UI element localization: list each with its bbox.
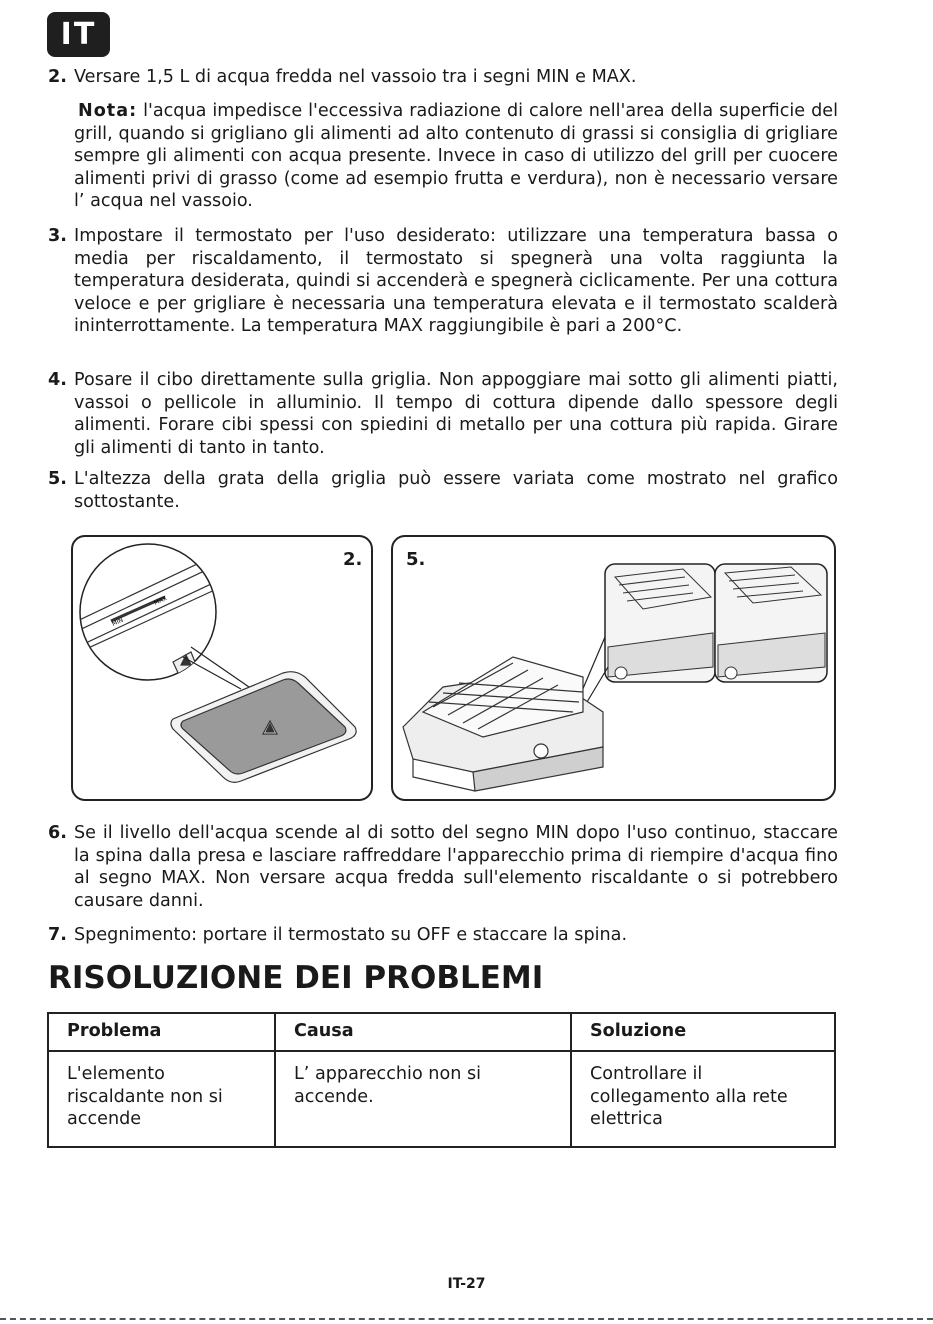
language-badge: IT xyxy=(47,12,110,57)
step-text: Posare il cibo direttamente sulla griglia. Non appoggiare mai sotto gli alimenti piatti, vassoi o pellicole in alluminio. Il tempo di cottura dipende dallo spessore degli alimenti. Forare cibi spessi con spiedini di metallo per una cottura più rapida. Girare gli alimenti di tanto in tanto. xyxy=(74,370,838,458)
step-number: 2. xyxy=(48,67,67,87)
note-paragraph xyxy=(74,100,838,213)
step-number: 3. xyxy=(48,226,67,246)
table-cell-solution: Controllare il collegamento alla rete elettrica xyxy=(571,1051,835,1147)
figure-label: 5. xyxy=(406,549,426,570)
section-title: RISOLUZIONE DEI PROBLEMI xyxy=(48,960,544,996)
step-number: 4. xyxy=(48,370,67,390)
step-number: 6. xyxy=(48,823,67,843)
step-number: 5. xyxy=(48,469,67,489)
step-text: Se il livello dell'acqua scende al di sotto del segno MIN dopo l'uso continuo, staccare la spina dalla presa e lasciare raffreddare l'apparecchio prima di riempire d'acqua fino al segno MAX. Non versare acqua fredda sull'elemento riscaldante o si potrebbero causare danni. xyxy=(74,823,838,911)
table-cell-cause: L’ apparecchio non si accende. xyxy=(275,1051,571,1147)
drip-tray-illustration xyxy=(73,537,373,801)
note-label: Nota: xyxy=(78,101,138,121)
step-text: L'altezza della grata della griglia può essere variata come mostrato nel grafico sottostante. xyxy=(74,469,838,512)
min-mark: MIN xyxy=(110,616,125,628)
step-2 xyxy=(48,66,838,89)
step-text: Spegnimento: portare il termostato su OFF e staccare la spina. xyxy=(74,925,628,945)
page-number: IT-27 xyxy=(447,1276,486,1292)
step-text: Versare 1,5 L di acqua fredda nel vassoio tra i segni MIN e MAX. xyxy=(74,67,637,87)
step-5 xyxy=(48,468,838,513)
step-6 xyxy=(48,822,838,912)
max-mark: MAX xyxy=(152,594,169,607)
table-header-row xyxy=(48,1013,835,1051)
table-cell-problem: L'elemento riscaldante non si accende xyxy=(48,1051,275,1147)
step-text: Impostare il termostato per l'uso desiderato: utilizzare una temperatura bassa o media per riscaldamento, il termostato si spegnerà una volta raggiunta la temperatura desiderata, quindi si accenderà e spegnerà ciclicamente. Per una cottura veloce e per grigliare è necessaria una temperatura elevata e il termostato scalderà ininterrottamente. La temperatura MAX raggiungibile è pari a 200°C. xyxy=(74,226,838,336)
figure-drip-tray xyxy=(71,535,373,801)
step-7 xyxy=(48,924,838,947)
step-number: 7. xyxy=(48,925,67,945)
table-row xyxy=(48,1051,835,1147)
figure-grill-height xyxy=(391,535,836,801)
column-header-cause: Causa xyxy=(275,1013,571,1051)
note-text: l'acqua impedisce l'eccessiva radiazione di calore nell'area della superficie del grill, quando si grigliano gli alimenti ad alto contenuto di grassi si consiglia di grigliare sempre gli alimenti con acqua presente. Invece in caso di utilizzo del grill per cuocere alimenti privi di grasso (come ad esempio frutta e verdura), non è necessario versare l’ acqua nel vassoio. xyxy=(74,101,838,211)
column-header-problem: Problema xyxy=(48,1013,275,1051)
step-4 xyxy=(48,369,838,459)
troubleshooting-table xyxy=(47,1012,836,1148)
column-header-solution: Soluzione xyxy=(571,1013,835,1051)
cut-line xyxy=(0,1318,933,1320)
grill-illustration xyxy=(393,537,836,801)
figure-label: 2. xyxy=(343,549,363,570)
step-3 xyxy=(48,225,838,338)
